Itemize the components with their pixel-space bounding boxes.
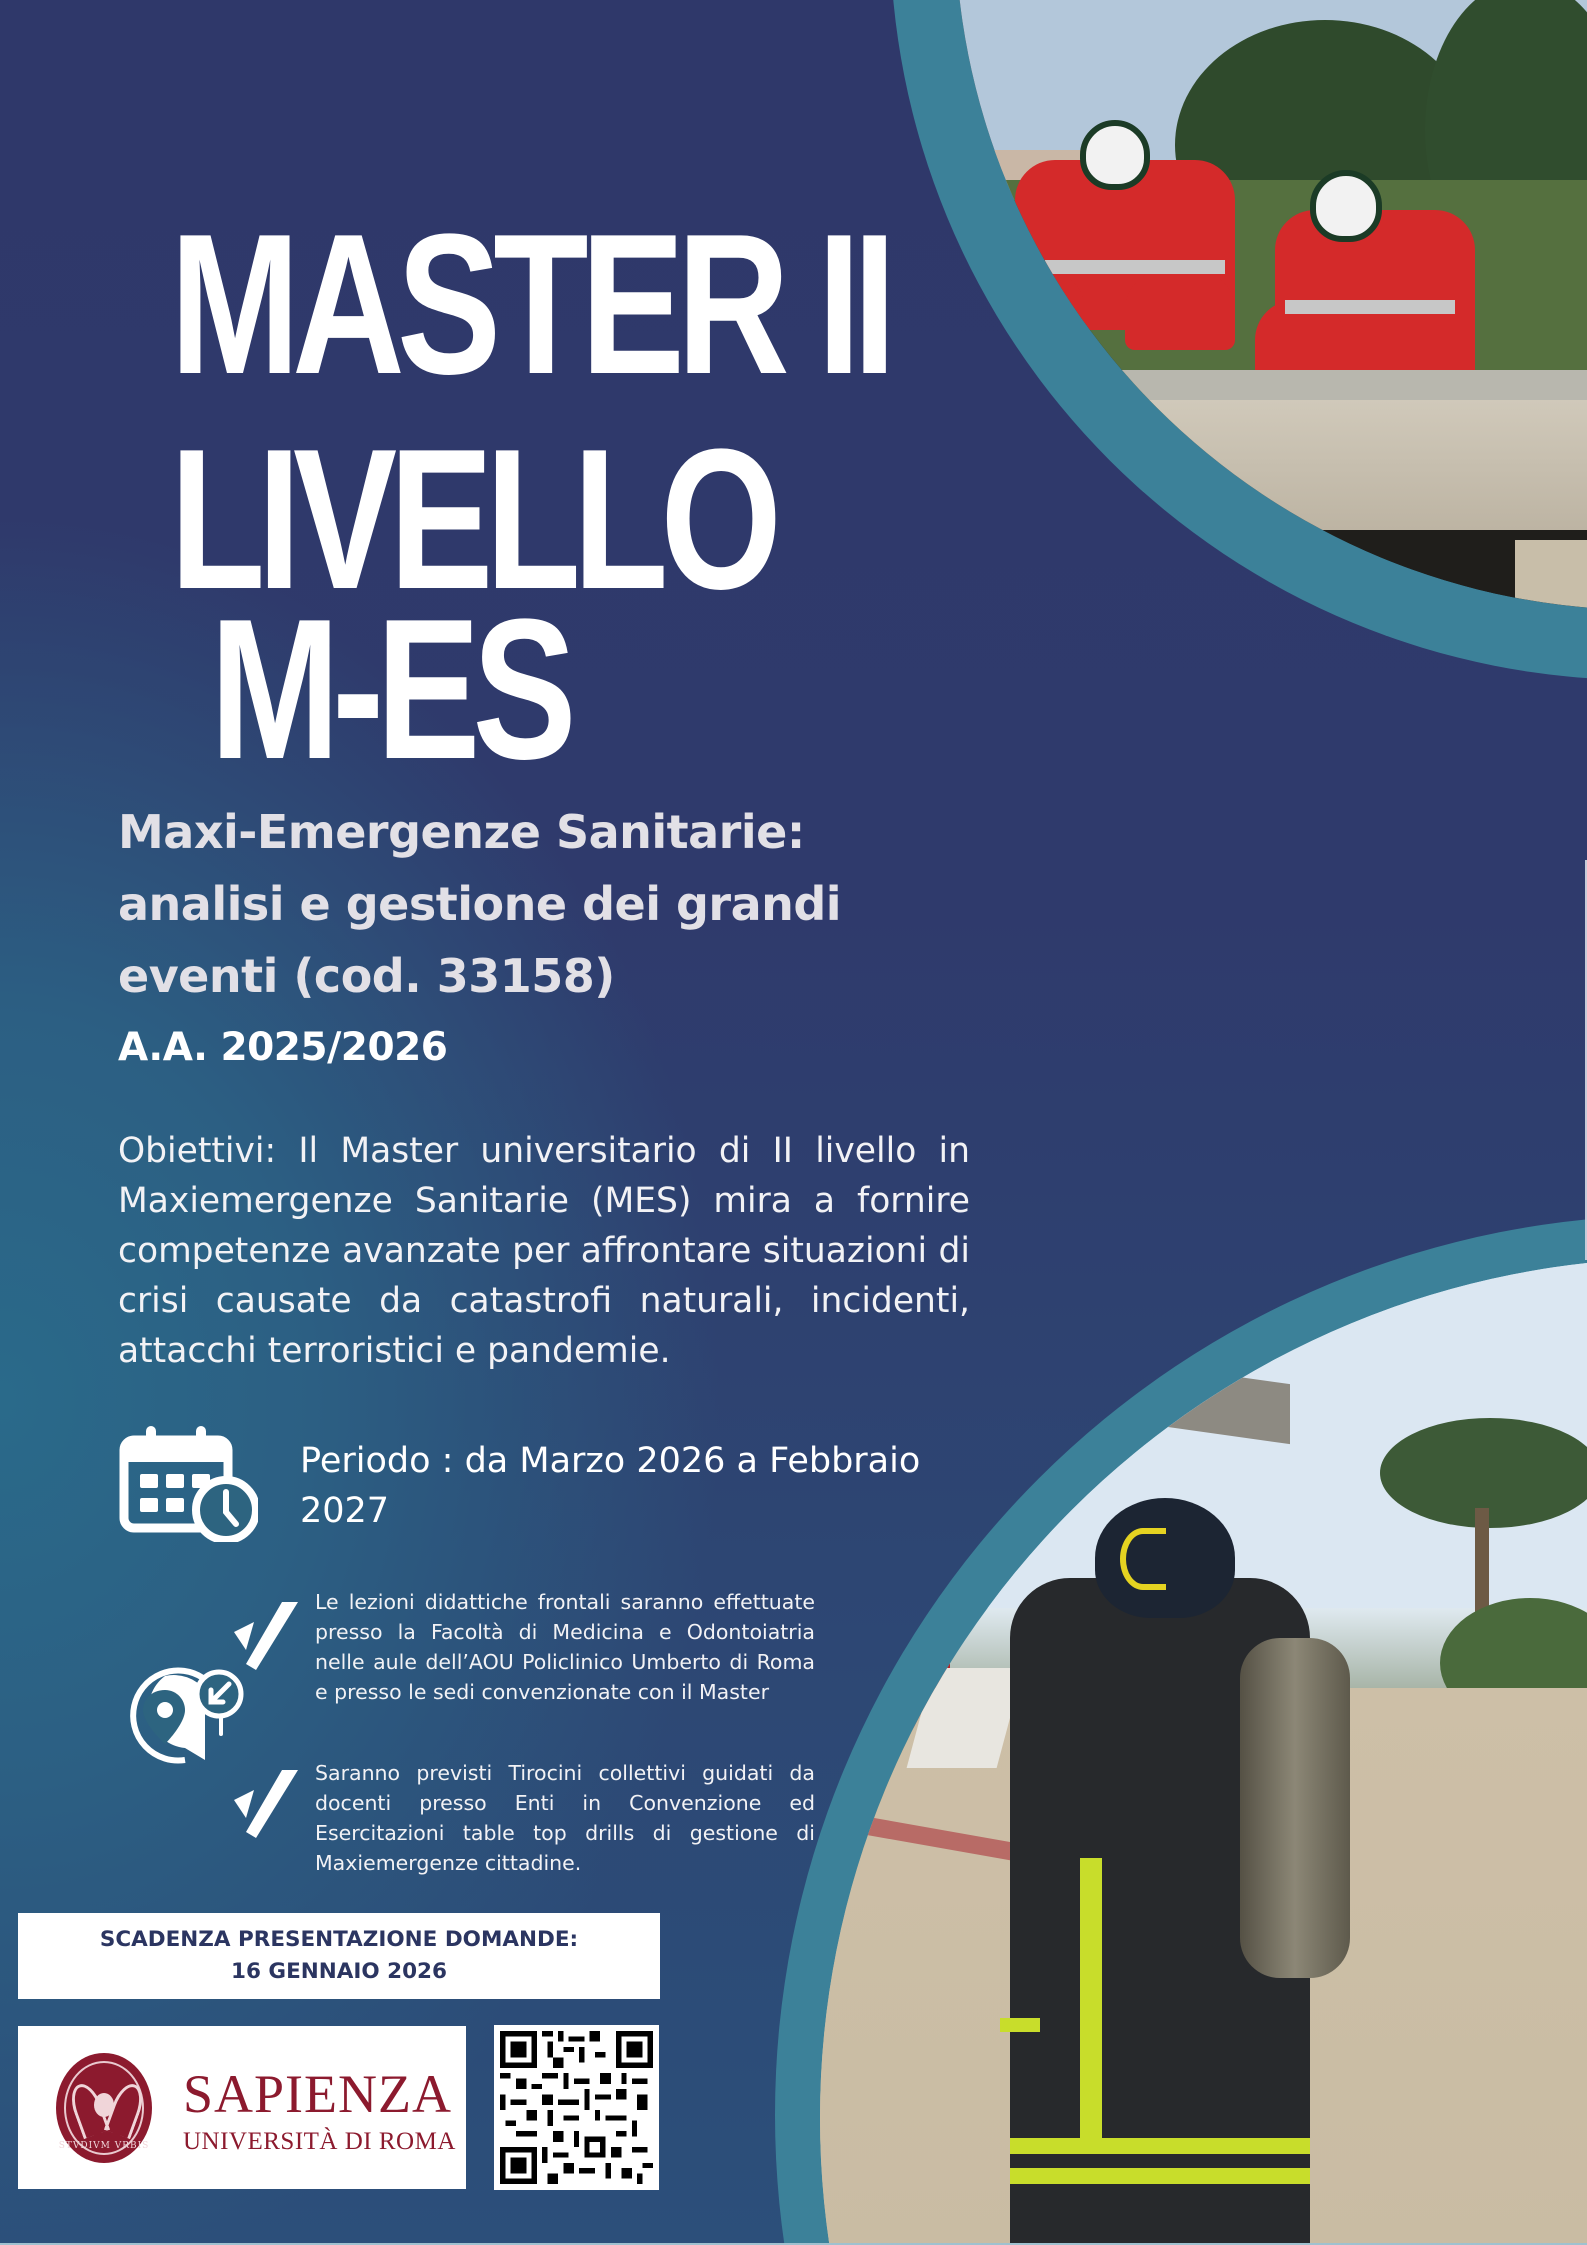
seal-motto: STVDIVM VRBIS <box>58 2141 150 2151</box>
course-subtitle <box>118 796 938 1012</box>
title-line-2: LIVELLO <box>170 408 775 631</box>
check-icon <box>232 1770 302 1840</box>
academic-year: A.A. 2025/2026 <box>118 1025 448 1070</box>
title-line-1: MASTER II <box>170 193 889 416</box>
deadline-box <box>18 1913 660 1999</box>
deadline-label: SCADENZA PRESENTAZIONE DOMANDE: <box>99 1927 579 1952</box>
qr-code[interactable] <box>494 2025 659 2190</box>
subtitle-line-2: analisi e gestione dei grandi <box>118 877 842 931</box>
logo-subname: UNIVERSITÀ DI ROMA <box>183 2128 456 2155</box>
objectives-text: Obiettivi: Il Master universitario di II livello in Maxiemergenze Sanitarie (MES) mira a fornire competenze avanzate per affrontare situazioni di crisi causate da catastrofi naturali, incidenti, attacchi terroristici e pandemie. <box>118 1131 970 1371</box>
deadline-date: 16 GENNAIO 2026 <box>231 1959 447 1984</box>
sapienza-logo <box>18 2026 466 2189</box>
title-line-3: M-ES <box>210 578 569 801</box>
subtitle-line-1: Maxi-Emergenze Sanitarie: <box>118 805 805 859</box>
calendar-clock-icon <box>118 1422 258 1542</box>
logo-name: SAPIENZA <box>183 2064 453 2124</box>
location-pin-icon <box>115 1660 250 1775</box>
sapienza-seal-icon <box>56 2053 152 2163</box>
subtitle-line-3: eventi (cod. 33158) <box>118 949 615 1003</box>
rescue-workers-photo <box>955 0 1587 610</box>
bullet-internships: Saranno previsti Tirocini collettivi guidati da docenti presso Enti in Convenzione ed Esercitazioni table top drills di gestione di Maxiemergenze cittadine. <box>315 1761 815 1875</box>
firefighter-photo <box>820 1258 1587 2245</box>
bullet-lessons: Le lezioni didattiche frontali saranno effettuate presso la Facoltà di Medicina e Odontoiatria nelle aule dell’AOU Policlinico Umberto di Roma e presso le sedi convenzionate con il Master <box>315 1590 815 1704</box>
period-text: Periodo : da Marzo 2026 a Febbraio 2027 <box>300 1441 921 1531</box>
